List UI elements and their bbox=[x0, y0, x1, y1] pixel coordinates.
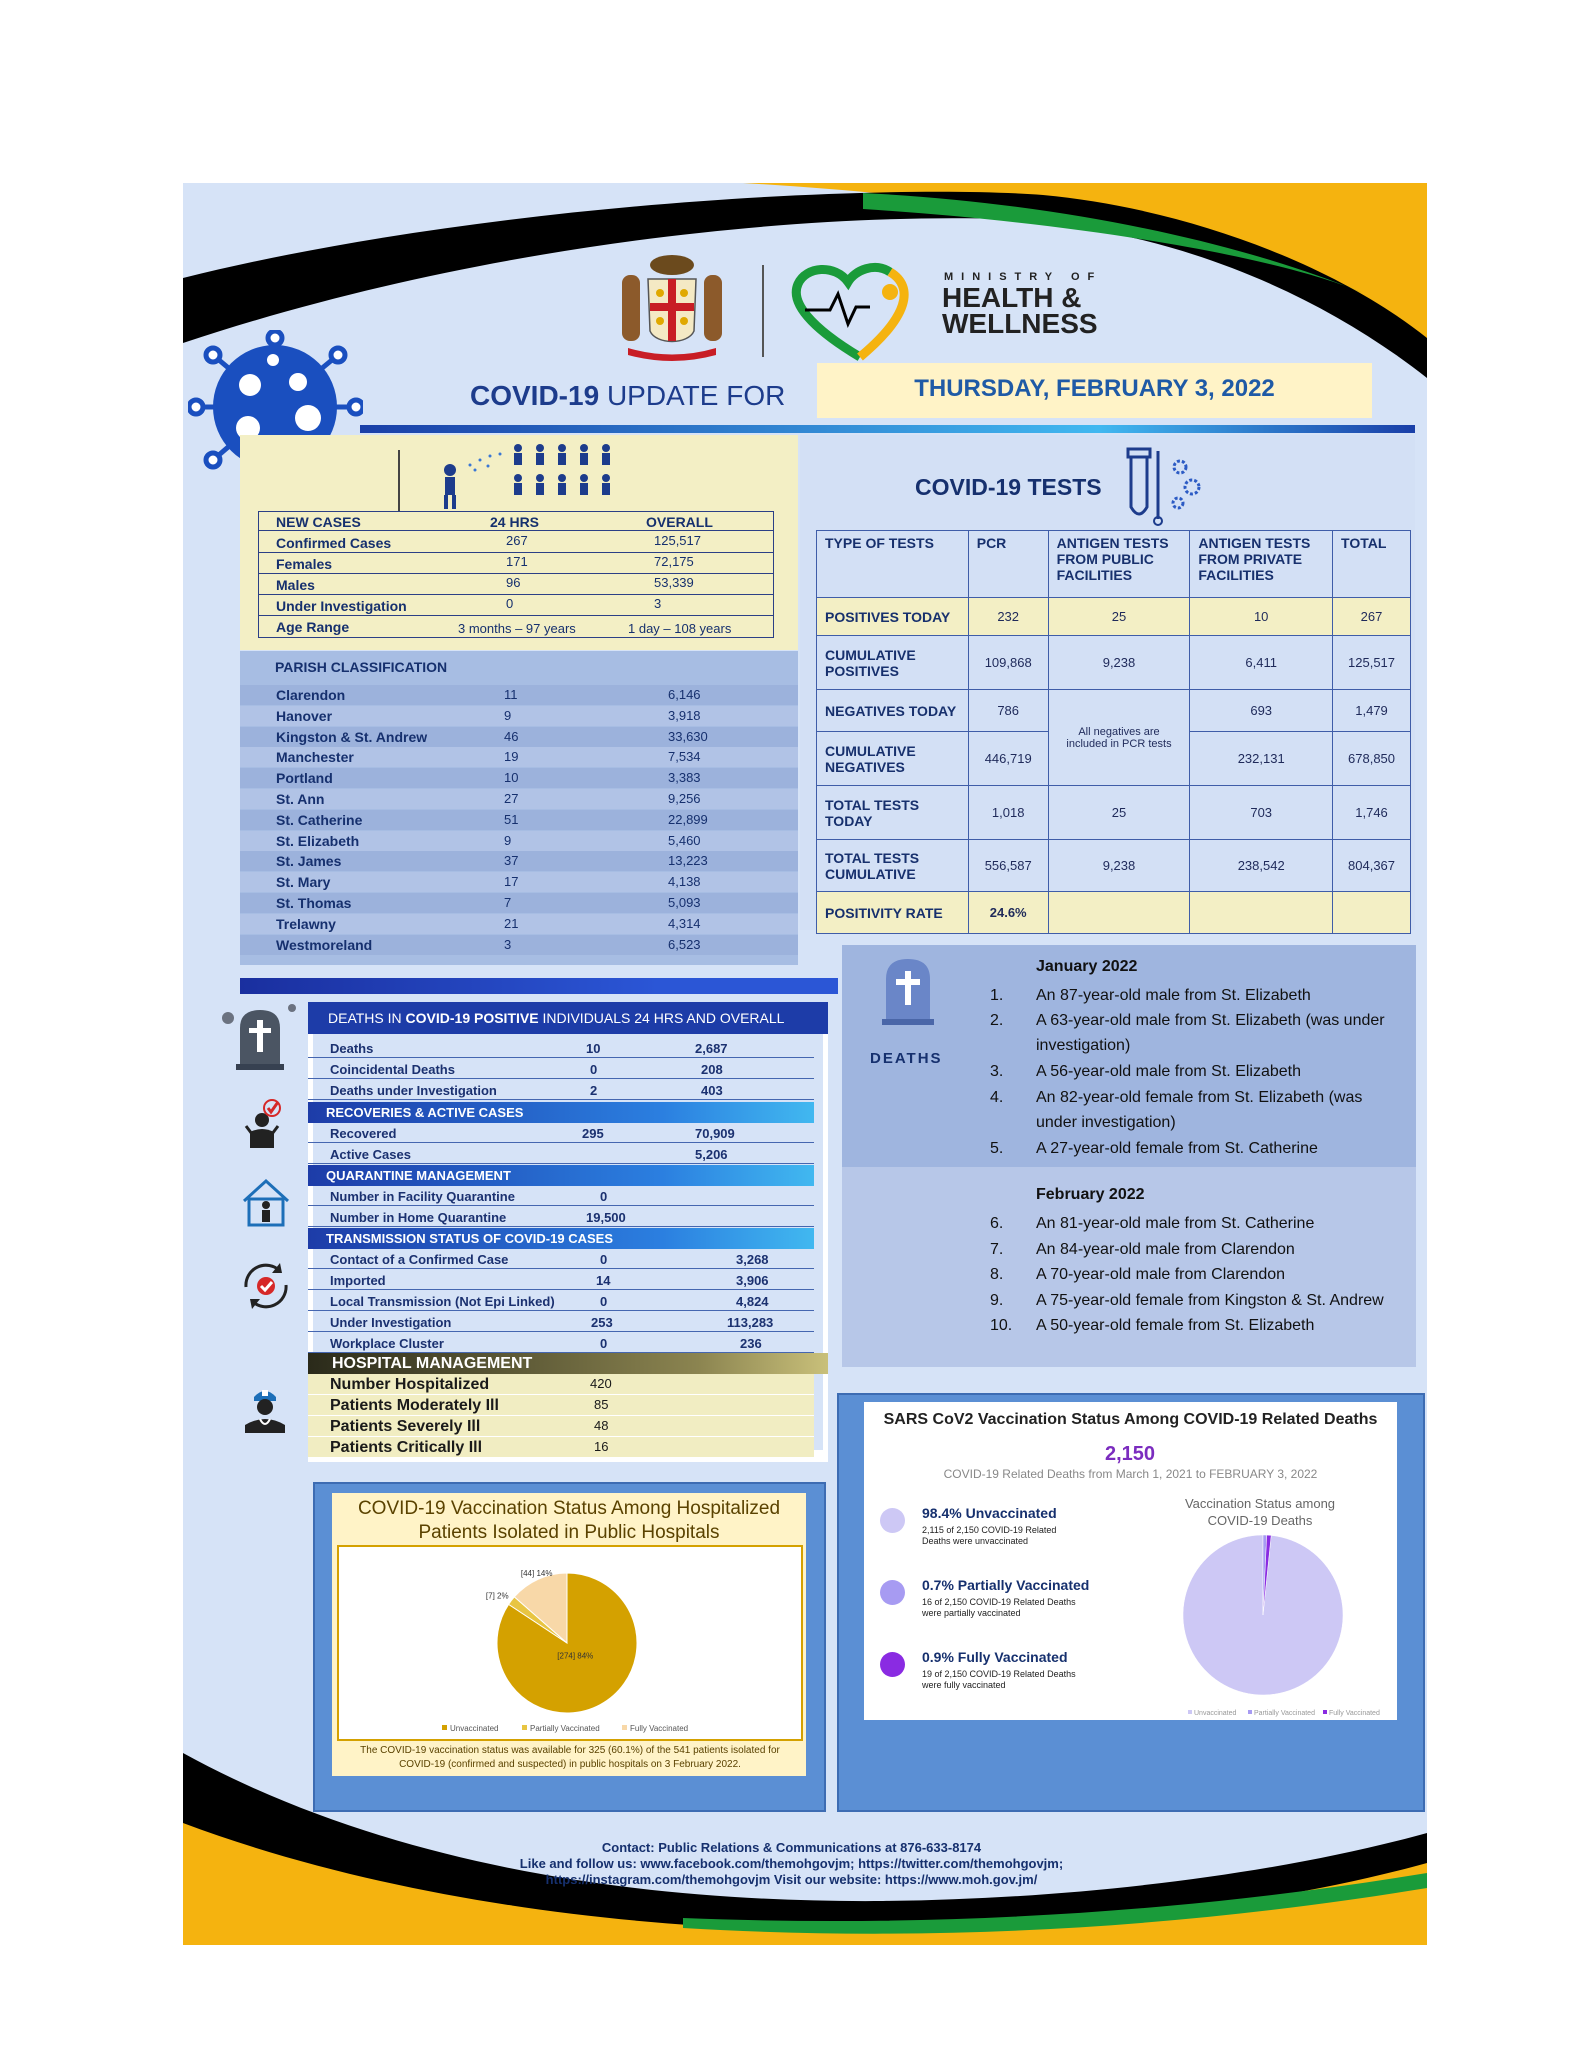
status-detail-line2: were fully vaccinated bbox=[922, 1680, 1006, 1690]
severely-ill-row bbox=[308, 1416, 814, 1437]
new-cases-row bbox=[258, 553, 774, 574]
death-item bbox=[990, 1008, 1406, 1058]
row-label: Deaths bbox=[330, 1041, 374, 1056]
test-tube-icon bbox=[1120, 445, 1210, 527]
death-text: A 50-year-old female from St. Elizabeth bbox=[1036, 1317, 1315, 1334]
deaths-title-pre: DEATHS IN bbox=[328, 1010, 406, 1026]
recoveries-strip: RECOVERIES & ACTIVE CASES bbox=[308, 1102, 814, 1123]
death-text: A 63-year-old male from St. Elizabeth (was under investigation) bbox=[1036, 1012, 1385, 1054]
death-number: 4. bbox=[990, 1089, 1004, 1106]
overall-value: 72,175 bbox=[654, 554, 694, 569]
private-value: 10 bbox=[1190, 598, 1333, 636]
hosp-chart-footnote bbox=[340, 1744, 800, 1772]
death-number: 6. bbox=[990, 1215, 1004, 1232]
row-label: Deaths under Investigation bbox=[330, 1083, 497, 1098]
death-number: 10. bbox=[990, 1317, 1013, 1334]
parish-day: 9 bbox=[504, 707, 512, 723]
private-value: 6,411 bbox=[1190, 636, 1333, 690]
ministry-of-label: MINISTRY OF bbox=[944, 271, 1103, 283]
parish-overall: 22,899 bbox=[668, 811, 708, 827]
hospitalized-row bbox=[308, 1374, 814, 1395]
legend-label: Partially Vaccinated bbox=[1254, 1710, 1315, 1717]
status-heading: 0.7% Partially Vaccinated bbox=[922, 1577, 1090, 1593]
february-title: February 2022 bbox=[1036, 1186, 1145, 1203]
new-cases-row bbox=[258, 616, 774, 637]
deaths-table-title bbox=[308, 1002, 828, 1034]
hosp-chart-title-line1: COVID-19 Vaccination Status Among Hospitalized bbox=[357, 1498, 781, 1519]
parish-row bbox=[240, 851, 798, 871]
parish-row bbox=[240, 706, 798, 726]
tests-title: COVID-19 TESTS bbox=[915, 474, 1102, 500]
date-label: THURSDAY, FEBRUARY 3, 2022 bbox=[914, 375, 1275, 402]
overall-value: 4,824 bbox=[736, 1294, 769, 1309]
parish-name: St. Elizabeth bbox=[276, 832, 360, 849]
parish-row bbox=[240, 914, 798, 934]
total-today-row bbox=[817, 786, 1411, 840]
recovered-person-icon bbox=[244, 1098, 288, 1150]
death-text: An 84-year-old male from Clarendon bbox=[1036, 1240, 1295, 1258]
day-value: 10 bbox=[586, 1041, 601, 1056]
deaths-pie-title-line2: COVID-19 Deaths bbox=[1207, 1513, 1313, 1528]
total-value: 1,746 bbox=[1333, 786, 1411, 840]
status-dot bbox=[880, 1580, 905, 1605]
day-value: 295 bbox=[582, 1126, 604, 1141]
parish-row bbox=[240, 810, 798, 830]
day-value: 3 months – 97 years bbox=[458, 621, 576, 636]
total-cumulative-row bbox=[817, 840, 1411, 892]
tombstone-icon bbox=[880, 955, 936, 1027]
parish-name: Westmoreland bbox=[276, 936, 373, 953]
footer-contact bbox=[300, 1840, 1283, 1888]
row-label: Active Cases bbox=[330, 1147, 411, 1162]
status-detail-line1: 2,115 of 2,150 COVID-19 Related bbox=[922, 1525, 1057, 1535]
workplace-cluster-row bbox=[308, 1333, 814, 1353]
legend-label: Unvaccinated bbox=[450, 1724, 499, 1733]
th-type: TYPE OF TESTS bbox=[817, 531, 969, 598]
row-label: TOTAL TESTS CUMULATIVE bbox=[817, 840, 969, 892]
overall-value: 125,517 bbox=[654, 533, 701, 548]
status-dot bbox=[880, 1508, 905, 1533]
parish-overall: 6,146 bbox=[668, 687, 701, 702]
row-label: Patients Critically Ill bbox=[330, 1439, 483, 1456]
parish-name: Manchester bbox=[276, 749, 354, 766]
row-label: Imported bbox=[330, 1273, 386, 1288]
positives-today-row bbox=[817, 598, 1411, 636]
critically-ill-row bbox=[308, 1437, 814, 1458]
status-detail-line1: 19 of 2,150 COVID-19 Related Deaths bbox=[922, 1669, 1076, 1679]
parish-day: 3 bbox=[504, 936, 512, 952]
deaths-total: 2,150 bbox=[1104, 1443, 1156, 1465]
parish-row bbox=[240, 893, 798, 913]
row-label: POSITIVES TODAY bbox=[817, 598, 969, 636]
moh-heart-logo-icon bbox=[790, 262, 930, 362]
positivity-rate-row bbox=[817, 892, 1411, 934]
legend-swatch bbox=[442, 1725, 447, 1730]
parish-day: 9 bbox=[504, 832, 512, 848]
pcr-value: 24.6% bbox=[968, 892, 1048, 934]
day-value: 267 bbox=[506, 533, 528, 548]
row-label: POSITIVITY RATE bbox=[817, 892, 969, 934]
deaths-pie-title bbox=[1160, 1495, 1360, 1529]
doctor-icon bbox=[240, 1385, 290, 1435]
parish-name: Portland bbox=[276, 770, 333, 787]
pie-data-label: [7] 2% bbox=[485, 1591, 509, 1601]
public-value: 9,238 bbox=[1048, 840, 1190, 892]
parish-day: 7 bbox=[504, 895, 512, 910]
death-item bbox=[990, 1237, 1416, 1262]
overall-value: 208 bbox=[701, 1062, 723, 1077]
update-title-prefix: COVID-19 bbox=[470, 380, 600, 411]
update-title bbox=[470, 380, 785, 412]
value: 16 bbox=[594, 1439, 609, 1454]
new-cases-row bbox=[258, 595, 774, 616]
coincidental-deaths-row bbox=[308, 1059, 814, 1079]
status-detail-line1: 16 of 2,150 COVID-19 Related Deaths bbox=[922, 1597, 1076, 1607]
private-value: 693 bbox=[1190, 690, 1333, 732]
total-value: 125,517 bbox=[1333, 636, 1411, 690]
status-detail-line2: were partially vaccinated bbox=[922, 1608, 1021, 1618]
parish-day: 17 bbox=[504, 874, 519, 890]
legend-label: Partially Vaccinated bbox=[530, 1724, 600, 1733]
parish-overall: 5,460 bbox=[668, 832, 701, 848]
pcr-value: 109,868 bbox=[968, 636, 1048, 690]
parish-name: Clarendon bbox=[276, 687, 346, 703]
legend-swatch bbox=[1323, 1710, 1327, 1714]
parish-name: St. Ann bbox=[276, 791, 325, 807]
coat-of-arms-icon bbox=[608, 253, 736, 363]
death-text: An 82-year-old female from St. Elizabeth (was under investigation) bbox=[1036, 1089, 1363, 1131]
active-cases-row bbox=[308, 1144, 814, 1164]
panel-divider bbox=[398, 450, 400, 512]
death-item bbox=[990, 1313, 1416, 1338]
parish-overall: 33,630 bbox=[668, 728, 708, 744]
day-value: 19,500 bbox=[586, 1210, 626, 1225]
parish-row bbox=[240, 872, 798, 892]
parish-overall: 3,383 bbox=[668, 770, 701, 786]
day-value: 0 bbox=[600, 1294, 608, 1309]
parish-day: 10 bbox=[504, 770, 519, 786]
deaths-under-investigation-row bbox=[308, 1080, 814, 1100]
legend-label: Fully Vaccinated bbox=[630, 1724, 689, 1733]
legend-swatch bbox=[1248, 1710, 1252, 1714]
parish-overall: 4,314 bbox=[668, 915, 701, 931]
day-value: 96 bbox=[506, 575, 521, 590]
parish-day: 19 bbox=[504, 749, 519, 765]
parish-overall: 13,223 bbox=[668, 853, 708, 869]
recovered-row bbox=[308, 1123, 814, 1143]
pcr-value: 232 bbox=[968, 598, 1048, 636]
legend-label: Fully Vaccinated bbox=[1329, 1710, 1380, 1717]
local-transmission-row bbox=[308, 1291, 814, 1311]
pcr-value: 446,719 bbox=[968, 732, 1048, 786]
death-number: 8. bbox=[990, 1266, 1004, 1283]
death-item bbox=[990, 1059, 1406, 1084]
status-heading: 0.9% Fully Vaccinated bbox=[922, 1649, 1068, 1665]
update-title-suffix: UPDATE FOR bbox=[606, 380, 786, 411]
day-value: 0 bbox=[590, 1062, 598, 1077]
row-label: Contact of a Confirmed Case bbox=[330, 1252, 509, 1267]
parish-name: St. Thomas bbox=[276, 895, 352, 911]
overall-value: 3 bbox=[654, 596, 662, 611]
parish-day: 11 bbox=[504, 687, 518, 702]
public-negatives-note: All negatives are included in PCR tests bbox=[1048, 690, 1190, 786]
day-value: 2 bbox=[590, 1083, 598, 1098]
pcr-value: 1,018 bbox=[968, 786, 1048, 840]
new-cases-row bbox=[258, 532, 774, 553]
parish-row bbox=[240, 747, 798, 767]
private-value: 232,131 bbox=[1190, 732, 1333, 786]
status-dot bbox=[880, 1652, 905, 1677]
hosp-footnote-line1: The COVID-19 vaccination status was available for 325 (60.1%) of the 541 patients isolated for bbox=[360, 1745, 780, 1756]
deaths-row bbox=[308, 1038, 814, 1058]
th-antigen-public: ANTIGEN TESTS FROM PUBLIC FACILITIES bbox=[1048, 531, 1190, 598]
death-text: A 27-year-old female from St. Catherine bbox=[1036, 1140, 1318, 1157]
legend-swatch bbox=[522, 1725, 527, 1730]
parish-row bbox=[240, 768, 798, 788]
deaths-chart-title: SARS CoV2 Vaccination Status Among COVID-19 Related Deaths bbox=[883, 1411, 1378, 1428]
cumulative-positives-row bbox=[817, 636, 1411, 690]
january-title: January 2022 bbox=[1036, 958, 1138, 975]
hospital-strip: HOSPITAL MANAGEMENT bbox=[308, 1353, 828, 1374]
total-value: 267 bbox=[1333, 598, 1411, 636]
header-overall: OVERALL bbox=[646, 514, 713, 530]
deaths-label: DEATHS bbox=[870, 1050, 943, 1067]
value: 85 bbox=[594, 1397, 609, 1412]
parish-overall: 6,523 bbox=[668, 936, 701, 952]
death-number: 2. bbox=[990, 1012, 1004, 1029]
people-spread-icon bbox=[430, 440, 650, 510]
legend-label: Unvaccinated bbox=[1194, 1710, 1237, 1717]
parish-name: Trelawny bbox=[276, 915, 336, 932]
tests-header-row bbox=[817, 531, 1411, 598]
parish-overall: 7,534 bbox=[668, 749, 701, 765]
deaths-chart-subtitle: COVID-19 Related Deaths from March 1, 2021 to FEBRUARY 3, 2022 bbox=[943, 1467, 1318, 1481]
row-label: NEGATIVES TODAY bbox=[817, 690, 969, 732]
death-text: An 87-year-old male from St. Elizabeth bbox=[1036, 987, 1311, 1004]
footer-line2[interactable]: Like and follow us: www.facebook.com/themohgovjm; https://twitter.com/themohgovjm; bbox=[519, 1856, 1064, 1871]
parish-row bbox=[240, 727, 798, 747]
parish-row bbox=[240, 831, 798, 851]
tests-table bbox=[816, 530, 1411, 934]
death-number: 7. bbox=[990, 1240, 1004, 1258]
private-value: 703 bbox=[1190, 786, 1333, 840]
day-value: 0 bbox=[600, 1336, 608, 1351]
overall-value: 5,206 bbox=[695, 1147, 728, 1162]
death-number: 9. bbox=[990, 1291, 1004, 1309]
parish-overall: 4,138 bbox=[668, 874, 701, 890]
parish-day: 27 bbox=[504, 791, 519, 806]
overall-value: 3,268 bbox=[736, 1252, 769, 1267]
moderately-ill-row bbox=[308, 1395, 814, 1416]
death-number: 5. bbox=[990, 1140, 1004, 1157]
day-value: 0 bbox=[600, 1189, 608, 1204]
overall-value: 70,909 bbox=[695, 1126, 735, 1141]
parish-name: Hanover bbox=[276, 707, 333, 724]
death-text: A 75-year-old female from Kingston & St. Andrew bbox=[1036, 1291, 1384, 1309]
facility-quarantine-row bbox=[308, 1186, 814, 1206]
day-value: 14 bbox=[596, 1273, 611, 1288]
footer-line3[interactable]: https://instagram.com/themohgovjm Visit our website: https://www.moh.gov.jm/ bbox=[545, 1872, 1038, 1887]
transmission-cycle-icon bbox=[236, 1257, 296, 1315]
pie-data-label: [274] 84% bbox=[557, 1651, 594, 1661]
death-number: 3. bbox=[990, 1063, 1004, 1080]
day-value: 0 bbox=[506, 596, 514, 611]
parish-row bbox=[240, 789, 798, 809]
death-item bbox=[990, 983, 1406, 1008]
th-pcr: PCR bbox=[968, 531, 1048, 598]
hosp-chart-title-line2: Patients Isolated in Public Hospitals bbox=[418, 1522, 720, 1543]
parish-row bbox=[240, 935, 798, 955]
death-text: A 56-year-old male from St. Elizabeth bbox=[1036, 1063, 1302, 1080]
header-24hrs: 24 HRS bbox=[490, 514, 540, 530]
value: 48 bbox=[594, 1418, 609, 1433]
quarantine-strip: QUARANTINE MANAGEMENT bbox=[308, 1165, 814, 1186]
pcr-value: 786 bbox=[968, 690, 1048, 732]
left-divider-bar bbox=[240, 978, 838, 994]
parish-title: PARISH CLASSIFICATION bbox=[275, 659, 448, 675]
overall-value: 53,339 bbox=[654, 575, 694, 590]
row-label: Recovered bbox=[330, 1126, 397, 1141]
under-investigation-row bbox=[308, 1312, 814, 1332]
total-value: 678,850 bbox=[1333, 732, 1411, 786]
parish-day: 21 bbox=[504, 915, 519, 931]
new-cases-row bbox=[258, 574, 774, 595]
row-label: Females bbox=[276, 556, 333, 572]
public-value: 9,238 bbox=[1048, 636, 1190, 690]
value: 420 bbox=[590, 1376, 612, 1391]
death-text: A 70-year-old male from Clarendon bbox=[1036, 1266, 1286, 1283]
death-item bbox=[990, 1262, 1416, 1287]
total-value: 1,479 bbox=[1333, 690, 1411, 732]
overall-value: 3,906 bbox=[736, 1273, 769, 1288]
public-value: 25 bbox=[1048, 598, 1190, 636]
parish-name: St. Catherine bbox=[276, 811, 363, 828]
hosp-chart-title bbox=[332, 1497, 806, 1545]
death-item bbox=[990, 1211, 1416, 1236]
negatives-today-row bbox=[817, 690, 1411, 732]
row-label: Coincidental Deaths bbox=[330, 1062, 455, 1077]
parish-overall: 3,918 bbox=[668, 707, 701, 723]
day-value: 0 bbox=[600, 1252, 608, 1267]
death-item bbox=[990, 1288, 1416, 1313]
pcr-value: 556,587 bbox=[968, 840, 1048, 892]
row-label: Age Range bbox=[276, 619, 350, 635]
row-label: Patients Moderately Ill bbox=[330, 1397, 499, 1414]
parish-overall: 9,256 bbox=[668, 791, 701, 806]
parish-name: St. James bbox=[276, 853, 342, 870]
parish-name: Kingston & St. Andrew bbox=[276, 728, 428, 745]
hosp-vaccination-pie-chart bbox=[337, 1545, 803, 1741]
row-label: Workplace Cluster bbox=[330, 1336, 444, 1351]
pie-data-label: [44] 14% bbox=[520, 1569, 553, 1579]
status-detail-line2: Deaths were unvaccinated bbox=[922, 1536, 1029, 1546]
ministry-health-label: HEALTH & bbox=[942, 282, 1082, 313]
new-cases-header: NEW CASES bbox=[276, 514, 361, 530]
overall-value: 113,283 bbox=[727, 1315, 774, 1330]
deaths-pie-title-line1: Vaccination Status among bbox=[1184, 1496, 1336, 1511]
parish-day: 51 bbox=[504, 811, 519, 827]
empty-cell bbox=[1333, 892, 1411, 934]
death-item bbox=[990, 1085, 1406, 1135]
row-label: Patients Severely Ill bbox=[330, 1418, 481, 1435]
death-item bbox=[990, 1136, 1406, 1161]
parish-overall: 5,093 bbox=[668, 895, 701, 910]
transmission-strip: TRANSMISSION STATUS OF COVID-19 CASES bbox=[308, 1228, 814, 1249]
row-label: Number in Facility Quarantine bbox=[330, 1189, 515, 1204]
th-antigen-private: ANTIGEN TESTS FROM PRIVATE FACILITIES bbox=[1190, 531, 1333, 598]
home-quarantine-row bbox=[308, 1207, 814, 1227]
new-cases-header-row bbox=[258, 511, 774, 531]
row-label: CUMULATIVE POSITIVES bbox=[817, 636, 969, 690]
empty-cell bbox=[1190, 892, 1333, 934]
parish-day: 37 bbox=[504, 853, 519, 869]
row-label: Confirmed Cases bbox=[276, 535, 392, 551]
row-label: Number Hospitalized bbox=[330, 1376, 490, 1393]
hosp-footnote-line2: COVID-19 (confirmed and suspected) in public hospitals on 3 February 2022. bbox=[399, 1759, 741, 1770]
deaths-title-post: INDIVIDUALS 24 HRS AND OVERALL bbox=[538, 1010, 785, 1026]
row-label: Local Transmission (Not Epi Linked) bbox=[330, 1294, 555, 1309]
parish-row bbox=[240, 685, 798, 705]
legend-swatch bbox=[622, 1725, 627, 1730]
overall-value: 236 bbox=[740, 1336, 762, 1351]
ministry-wellness-label: WELLNESS bbox=[942, 308, 1098, 339]
imported-row bbox=[308, 1270, 814, 1290]
status-heading: 98.4% Unvaccinated bbox=[922, 1505, 1057, 1521]
row-label: Under Investigation bbox=[276, 598, 407, 614]
row-label: TOTAL TESTS TODAY bbox=[817, 786, 969, 840]
row-label: Under Investigation bbox=[330, 1315, 452, 1330]
death-text: An 81-year-old male from St. Catherine bbox=[1036, 1215, 1315, 1232]
deaths-vaccination-pie-chart bbox=[1160, 1530, 1385, 1720]
overall-value: 403 bbox=[701, 1083, 723, 1098]
row-label: Number in Home Quarantine bbox=[330, 1210, 507, 1225]
footer-line1: Contact: Public Relations & Communications at 876-633-8174 bbox=[601, 1840, 982, 1855]
legend-swatch bbox=[1188, 1710, 1192, 1714]
grave-icon bbox=[218, 1000, 298, 1072]
home-quarantine-icon bbox=[240, 1177, 292, 1229]
public-value: 25 bbox=[1048, 786, 1190, 840]
private-value: 238,542 bbox=[1190, 840, 1333, 892]
parish-day: 46 bbox=[504, 728, 519, 744]
th-total: TOTAL bbox=[1333, 531, 1411, 598]
logo-divider bbox=[762, 265, 764, 357]
overall-value: 2,687 bbox=[695, 1041, 728, 1056]
title-underline bbox=[360, 425, 1415, 433]
day-value: 171 bbox=[506, 554, 528, 569]
overall-value: 1 day – 108 years bbox=[628, 621, 732, 636]
death-number: 1. bbox=[990, 987, 1004, 1004]
contact-row bbox=[308, 1249, 814, 1269]
total-value: 804,367 bbox=[1333, 840, 1411, 892]
row-label: CUMULATIVE NEGATIVES bbox=[817, 732, 969, 786]
row-label: Males bbox=[276, 577, 315, 593]
parish-name: St. Mary bbox=[276, 874, 331, 891]
deaths-title-bold: COVID-19 POSITIVE bbox=[405, 1010, 539, 1026]
day-value: 253 bbox=[591, 1315, 613, 1330]
empty-cell bbox=[1048, 892, 1190, 934]
